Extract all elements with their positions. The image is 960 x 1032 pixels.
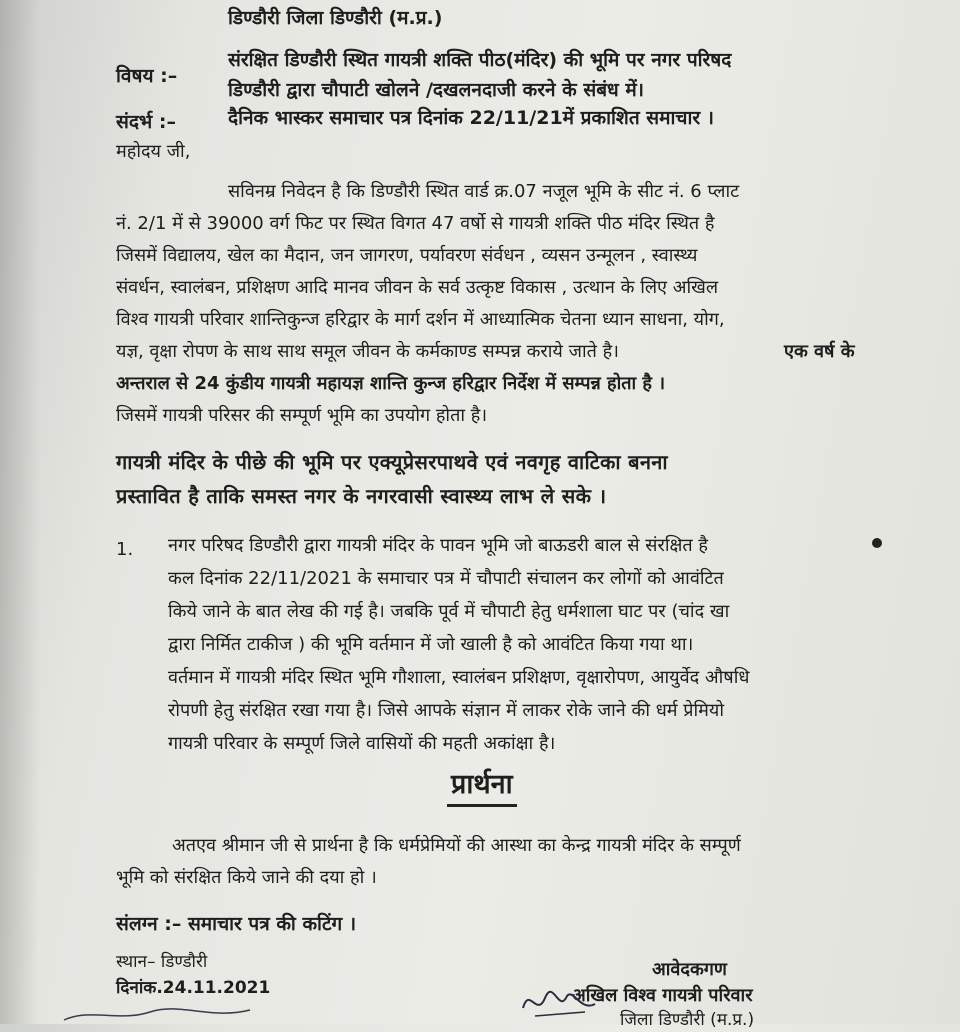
para1-line-2: नं. 2/1 में से 39000 वर्ग फिट पर स्थित विगत 47 वर्षो से गायत्री शक्ति पीठ मंदिर स्थित है <box>116 213 715 234</box>
highlight-line-2: प्रस्तावित है ताकि समस्त नगर के नगरवासी स्वास्थ्य लाभ ले सके । <box>116 484 607 508</box>
footer-applicants: आवेदकगण <box>652 959 727 980</box>
prayer-line-1: अतएव श्रीमान जी से प्रार्थना है कि धर्मप्रेमियों की आस्था का केन्द्र गायत्री मंदिर के सम्पूर्ण <box>172 835 741 856</box>
footer-place: स्थान– डिण्डौरी <box>116 952 208 972</box>
para1-line-3: जिसमें विद्यालय, खेल का मैदान, जन जागरण, पर्यावरण संर्वधन , व्यसन उन्मूलन , स्वास्थ्य <box>116 245 698 266</box>
footer-district: जिला डिण्डौरी (म.प्र.) <box>620 1010 755 1030</box>
para1-line-7: अन्तराल से 24 कुंडीय गायत्री महायज्ञ शान्ति कुन्ज हरिद्वार निर्देश में सम्पन्न होता है । <box>116 373 666 394</box>
ink-dot <box>872 538 882 548</box>
point1-line-3: किये जाने के बात लेख की गई है। जबकि पूर्व में चौपाटी हेतु धर्मशाला घाट पर (चांद खा <box>168 601 730 622</box>
reference-text: दैनिक भास्कर समाचार पत्र दिनांक 22/11/21में प्रकाशित समाचार । <box>228 107 714 129</box>
subject-line-1: संरक्षित डिण्डौरी स्थित गायत्री शक्ति पीठ(मंदिर) की भूमि पर नगर परिषद <box>228 49 732 71</box>
para1-line-4: संवर्धन, स्वालंबन, प्रशिक्षण आदि मानव जीवन के सर्व उत्कृष्ट विकास , उत्थान के लिए अखिल <box>116 277 719 298</box>
point1-line-1: नगर परिषद डिण्डौरी द्वारा गायत्री मंदिर के पावन भूमि जो बाऊडरी बाल से संरक्षित है <box>168 535 708 556</box>
highlight-line-1: गायत्री मंदिर के पीछे की भूमि पर एक्यूप्रेसरपाथवे एवं नवगृह वाटिका बनना <box>116 450 668 474</box>
prayer-heading: प्रार्थना <box>447 768 517 807</box>
footer-org: अखिल विश्व गायत्री परिवार <box>572 985 753 1006</box>
header-address: डिण्डौरी जिला डिण्डौरी (म.प्र.) <box>228 7 443 29</box>
prayer-line-2: भूमि को संरक्षित किये जाने की दया हो । <box>116 867 377 888</box>
footer-date: दिनांक.24.11.2021 <box>116 978 271 998</box>
subject-line-2: डिण्डौरी द्वारा चौपाटी खोलने /दखलनदाजी करने के संबंध में। <box>228 79 644 101</box>
para1-line-6: यज्ञ, वृक्षा रोपण के साथ साथ समूल जीवन के कर्मकाण्ड सम्पन्न कराये जाते है। <box>116 341 619 362</box>
para1-line-8: जिसमें गायत्री परिसर की सम्पूर्ण भूमि का उपयोग होता है। <box>116 405 488 426</box>
point1-line-2: कल दिनांक 22/11/2021 के समाचार पत्र में चौपाटी संचालन कर लोगों को आवंटित <box>168 568 724 589</box>
page-shadow <box>0 0 40 1024</box>
point1-number: 1. <box>116 539 134 560</box>
subject-label: विषय :– <box>116 65 178 87</box>
para1-line-6-bold: एक वर्ष के <box>784 341 855 362</box>
point1-line-4: द्वारा निर्मित टाकीज ) की भूमि वर्तमान में जो खाली है को आवंटित किया गया था। <box>168 634 694 655</box>
bottom-scribble <box>60 1000 260 1024</box>
point1-line-7: गायत्री परिवार के सम्पूर्ण जिले वासियों की महती अकांक्षा है। <box>168 733 556 754</box>
point1-line-5: वर्तमान में गायत्री मंदिर स्थित भूमि गौशाला, स्वालंबन प्रशिक्षण, वृक्षारोपण, आयुर्वेद औषधि <box>168 667 750 688</box>
enclosure: संलग्न :– समाचार पत्र की कटिंग । <box>116 913 357 935</box>
para1-line-1: सविनम्र निवेदन है कि डिण्डौरी स्थित वार्ड क्र.07 नजूल भूमि के सीट नं. 6 प्लाट <box>228 181 740 202</box>
para1-line-5: विश्व गायत्री परिवार शान्तिकुन्ज हरिद्वार के मार्ग दर्शन में आध्यात्मिक चेतना ध्यान साधना, योग, <box>116 309 725 330</box>
signature-scribble <box>515 978 605 1024</box>
salutation: महोदय जी, <box>116 141 191 162</box>
point1-line-6: रोपणी हेतु संरक्षित रखा गया है। जिसे आपके संज्ञान में लाकर रोके जाने की धर्म प्रेमियो <box>168 700 725 721</box>
reference-label: संदर्भ :– <box>116 111 177 133</box>
